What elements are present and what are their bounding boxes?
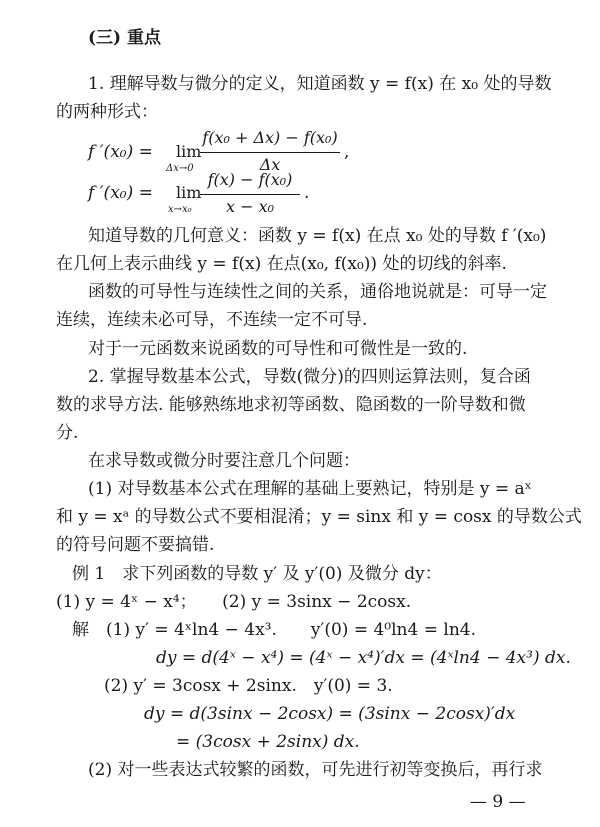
formula2-lhs: f ′(x₀) = [88, 183, 153, 203]
section-heading: (三) 重点 [88, 28, 162, 48]
para5-line1: 2. 掌握导数基本公式，导数(微分)的四则运算法则，复合函 [88, 367, 531, 387]
solution2-line1: (2) y′ = 3cosx + 2sinx. y′(0) = 3. [104, 676, 393, 696]
para3-line1: 函数的可导性与连续性之间的关系，通俗地说就是：可导一定 [88, 282, 547, 302]
formula1-tail: , [344, 142, 350, 162]
para2-line2: 在几何上表示曲线 y = f(x) 在点(x₀, f(x₀)) 处的切线的斜率. [56, 254, 507, 274]
solution2-line3: = (3cosx + 2sinx) dx. [176, 732, 360, 752]
para5-line2: 数的求导方法. 能够熟练地求初等函数、隐函数的一阶导数和微 [56, 395, 526, 415]
para3-line2: 连续，连续未必可导，不连续一定不可导. [56, 310, 368, 330]
page-number: — 9 — [470, 792, 526, 812]
formula2-lim-sub: x→x₀ [168, 204, 192, 215]
solution1-line1: 解 (1) y′ = 4ˣln4 − 4x³. y′(0) = 4⁰ln4 = ln4. [72, 620, 476, 640]
para8: (2) 对一些表达式较繁的函数，可先进行初等变换后，再行求 [88, 760, 543, 780]
para4: 对于一元函数来说函数的可导性和可微性是一致的. [88, 339, 468, 359]
para1-line1: 1. 理解导数与微分的定义，知道函数 y = f(x) 在 x₀ 处的导数 [88, 74, 552, 94]
formula2-numerator: f(x) − f(x₀) [207, 170, 293, 189]
para1-line2: 的两种形式： [56, 102, 158, 122]
formula1-fraction-bar [200, 152, 340, 153]
formula2-lim: lim [176, 183, 202, 202]
para2-line1: 知道导数的几何意义：函数 y = f(x) 在点 x₀ 处的导数 f ′(x₀) [88, 226, 547, 246]
formula1-denominator: Δx [259, 155, 281, 174]
formula1-numerator: f(x₀ + Δx) − f(x₀) [202, 128, 338, 147]
example-items: (1) y = 4ˣ − x⁴； (2) y = 3sinx − 2cosx. [56, 592, 412, 612]
para5-line3: 分. [56, 423, 79, 443]
para7-line2: 和 y = xᵃ 的导数公式不要相混淆；y = sinx 和 y = cosx 的导数公式 [56, 507, 582, 527]
formula2-tail: . [304, 183, 310, 203]
formula1-lhs: f ′(x₀) = [88, 142, 153, 162]
para6: 在求导数或微分时要注意几个问题： [88, 451, 360, 471]
solution1-line2: dy = d(4ˣ − x⁴) = (4ˣ − x⁴)′dx = (4ˣln4 − 4x³) dx. [156, 648, 571, 668]
example-title: 例 1 求下列函数的导数 y′ 及 y′(0) 及微分 dy： [72, 564, 442, 584]
solution2-line2: dy = d(3sinx − 2cosx) = (3sinx − 2cosx)′dx [144, 704, 516, 724]
para7-line3: 的符号问题不要搞错. [56, 535, 215, 555]
formula2-denominator: x − x₀ [225, 197, 275, 216]
para7-line1: (1) 对导数基本公式在理解的基础上要熟记，特别是 y = aˣ [88, 479, 532, 499]
formula2-fraction-bar [200, 194, 300, 195]
formula1-lim-sub: Δx→0 [166, 163, 194, 174]
formula1-lim: lim [176, 142, 202, 161]
